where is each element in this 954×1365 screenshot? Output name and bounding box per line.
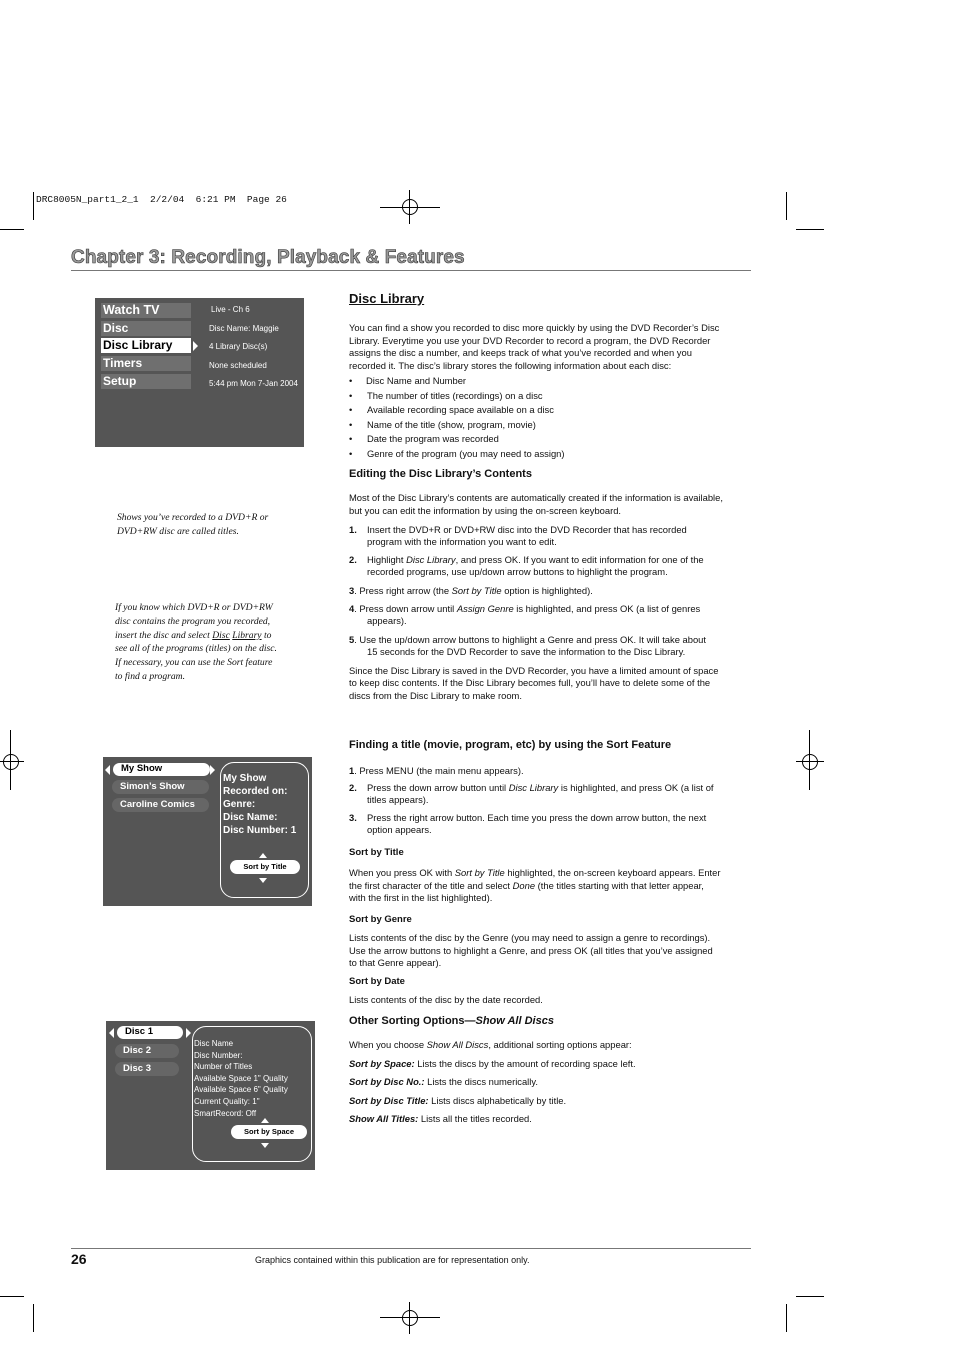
disc-list-screen <box>106 1021 315 1170</box>
title-item[interactable]: Caroline Comics <box>112 798 209 812</box>
disc-item[interactable]: Disc 2 <box>115 1044 179 1058</box>
footer-note: Graphics contained within this publication are for representation only. <box>255 1255 530 1265</box>
list-item: Disc Name and Number <box>366 375 467 386</box>
crop-mark <box>33 192 34 220</box>
main-menu-screen <box>95 298 304 447</box>
detail-smartrecord: SmartRecord: Off <box>194 1108 257 1118</box>
arrow-right-icon <box>193 341 198 351</box>
disc-detail-panel <box>192 1026 312 1162</box>
registration-mark-icon <box>402 1310 418 1326</box>
step: 1. Press MENU (the main menu appears). <box>349 765 524 776</box>
detail-genre: Genre: <box>223 799 256 810</box>
registration-line <box>409 1302 410 1334</box>
step: 1. Insert the DVD+R or DVD+RW disc into the DVD Recorder that has recorded program with the information you want to edit. <box>349 524 687 548</box>
title-list-screen <box>103 757 312 906</box>
disc-info-bullets: • Disc Name and Number • The number of titles (recordings) on a disc • Available recording space available on a disc • Name of the title (show, program, movie) • Date the program was recorded • Genre of the program (you may need to assign) <box>349 375 565 459</box>
sub-heading: Sort by Title <box>349 847 404 858</box>
other-sorting-section: Other Sorting Options—Show All Discs When you choose Show All Discs, additional sorting options appear: Sort by Space: Lists the discs by the amount of recording space left. Sort by Disc No.: Lists the discs numerically. Sort by Disc Title: Lists discs alphabetically by title. Show All Titles: Lists all the titles recorded. <box>349 1015 759 1125</box>
detail-disc-name: Disc Name: <box>223 812 278 823</box>
step: 3. Press right arrow (the Sort by Title option is highlighted). <box>349 585 593 596</box>
step: 4. Press down arrow until Assign Genre is highlighted, and press OK (a list of genres appears). <box>349 603 701 627</box>
arrow-down-icon <box>261 1143 269 1148</box>
arrow-left-icon <box>105 765 110 775</box>
registration-line <box>809 730 810 790</box>
print-slug: DRC8005N_part1_2_1 2/2/04 6:21 PM Page 26 <box>36 194 287 205</box>
registration-line <box>796 761 824 762</box>
registration-line <box>10 730 11 790</box>
section-heading: Finding a title (movie, program, etc) by using the Sort Feature <box>349 739 672 751</box>
sort-by-title-button[interactable]: Sort by Title <box>230 860 300 874</box>
registration-mark-icon <box>802 754 818 770</box>
step: 5. Use the up/down arrow buttons to highlight a Genre and press OK. It will take about 15 seconds for the DVD Recorder to save the information to the Disc Library. <box>349 634 706 658</box>
detail-disc-name: Disc Name <box>194 1039 234 1048</box>
list-item: Name of the title (show, program, movie) <box>367 418 536 430</box>
crop-mark <box>786 192 787 220</box>
registration-line <box>380 207 440 208</box>
crop-mark <box>786 1304 787 1332</box>
sidenote-disc-library: If you know which DVD+R or DVD+RW disc contains the program you recorded, insert the disc and select Disc Library to see all of the programs (titles) on the disc. If necessary, you can use the Sort feature to find a program. <box>115 602 277 682</box>
detail-space-6: Available Space 6" Quality <box>194 1085 288 1095</box>
arrow-up-icon <box>261 1118 269 1123</box>
arrow-down-icon <box>259 878 267 883</box>
arrow-left-icon <box>109 1028 114 1038</box>
title-detail-panel <box>220 762 309 898</box>
crop-mark <box>796 1296 824 1297</box>
step: 3. Press the right arrow button. Each time you press the down arrow button, the next option appears. <box>349 812 707 836</box>
detail-disc-number: Disc Number: <box>194 1050 243 1060</box>
detail-number-of-titles: Number of Titles <box>194 1062 253 1072</box>
disc-item[interactable]: Disc 3 <box>115 1062 179 1076</box>
registration-line <box>380 1317 440 1318</box>
detail-recorded-on: Recorded on: <box>223 786 288 797</box>
section-heading: Editing the Disc Library’s Contents <box>349 468 532 480</box>
header-rule <box>71 270 751 271</box>
chapter-title: Chapter 3: Recording, Playback & Features <box>71 247 465 268</box>
disc-library-section: Disc Library You can find a show you recorded to disc more quickly by using the DVD Recorder’s Disc Library. Everytime you use your DVD Recorder to record a program, the DVD Recorder assigns the disc a number, and keeps track of what you’ve recorded and when you recorded it. The disc’s library stores the following information about each disc: <box>349 293 759 372</box>
sort-feature-section: Finding a title (movie, program, etc) by using the Sort Feature 1. Press MENU (the main menu appears). 2. Press the down arrow button until Disc Library is highlighted, and press OK (a list of titles appears). 3. Press the right arrow button. Each time you press the down arrow button, the next option appears. Sort by Title When you press OK with Sort by Title highlighted, the on-screen keyboard appears. Enter the first character of the title and select Done (the titles starting with that letter appear, with the first in the list highlighted). Sort by Genre Lists contents of the disc by the Genre (you may need to assign a genre to recordings). Use the arrow buttons to highlight a Genre, and press OK (all titles that you’ve assigned to that Genre appear). Sort by Date Lists contents of the disc by the date recorded. <box>349 739 759 1009</box>
sort-by-space-button[interactable]: Sort by Space <box>231 1125 307 1139</box>
step: 2. Highlight Disc Library, and press OK. If you want to edit information for one of the recorded programs, use up/down arrow buttons to highlight the program. <box>349 554 704 578</box>
editing-section: Editing the Disc Library’s Contents Most of the Disc Library’s contents are automatically created if the information is available, but you can edit the information by using the on-screen keyboard. <box>349 468 759 517</box>
disc-item[interactable]: Disc 1 <box>117 1026 183 1039</box>
sub-heading: Sort by Date <box>349 976 405 987</box>
arrow-right-icon <box>210 765 215 775</box>
timers-status: None scheduled <box>209 361 267 370</box>
step: 2. Press the down arrow button until Disc Library is highlighted, and press OK (a list of titles appears). <box>349 782 714 806</box>
page-number: 26 <box>71 1251 87 1267</box>
registration-line <box>0 761 24 762</box>
detail-disc-number: Disc Number: 1 <box>223 825 297 836</box>
clock: 5:44 pm Mon 7-Jan 2004 <box>209 379 298 388</box>
menu-item-disc-library[interactable]: Disc Library <box>101 338 191 353</box>
section-heading: Disc Library <box>349 291 425 306</box>
list-item: The number of titles (recordings) on a disc <box>367 389 543 401</box>
live-channel: Live - Ch 6 <box>211 305 250 314</box>
list-item: Available recording space available on a disc <box>367 404 554 415</box>
disc-name: Disc Name: Maggie <box>209 324 279 333</box>
editing-steps: 1. Insert the DVD+R or DVD+RW disc into the DVD Recorder that has recorded program with the information you want to edit. 2. Highlight Disc Library, and press OK. If you want to edit information for one of the recorded programs, use up/down arrow buttons to highlight the program. 3. Press right arrow (the Sort by Title option is highlighted). 4. Press down arrow until Assign Genre is highlighted, and press OK (a list of genres appears). 5. Use the up/down arrow buttons to highlight a Genre and press OK. It will take about 15 seconds for the DVD Recorder to save the information to the Disc Library. Since the Disc Library is saved in the DVD Recorder, you have a limited amount of space to keep disc contents. If the Disc Library becomes full, you’ll have to delete some of the discs from the Disc Library to make room. <box>349 524 759 704</box>
detail-current-quality: Current Quality: 1" <box>194 1096 260 1106</box>
section-heading: Other Sorting Options—Show All Discs <box>349 1015 554 1027</box>
registration-line <box>409 190 410 224</box>
library-disc-count: 4 Library Disc(s) <box>209 342 268 351</box>
list-item: Genre of the program (you may need to assign) <box>367 447 565 459</box>
footer-rule <box>71 1248 751 1249</box>
detail-space-1: Available Space 1" Quality <box>194 1073 288 1083</box>
menu-item-timers[interactable]: Timers <box>101 356 191 371</box>
crop-mark <box>0 1296 24 1297</box>
menu-item-watch-tv[interactable]: Watch TV <box>101 303 191 318</box>
registration-mark-icon <box>3 754 19 770</box>
menu-item-setup[interactable]: Setup <box>101 374 191 389</box>
arrow-up-icon <box>259 853 267 858</box>
title-item[interactable]: Simon’s Show <box>112 780 209 794</box>
arrow-right-icon <box>186 1028 191 1038</box>
title-item[interactable]: My Show <box>113 763 210 776</box>
detail-title: My Show <box>223 773 267 784</box>
crop-mark <box>0 229 24 230</box>
crop-mark <box>796 229 824 230</box>
sidenote-titles: Shows you’ve recorded to a DVD+R or DVD+RW disc are called titles. <box>117 512 269 537</box>
menu-item-disc[interactable]: Disc <box>101 321 191 336</box>
list-item: Date the program was recorded <box>367 433 499 444</box>
crop-mark <box>33 1304 34 1332</box>
sub-heading: Sort by Genre <box>349 914 412 925</box>
